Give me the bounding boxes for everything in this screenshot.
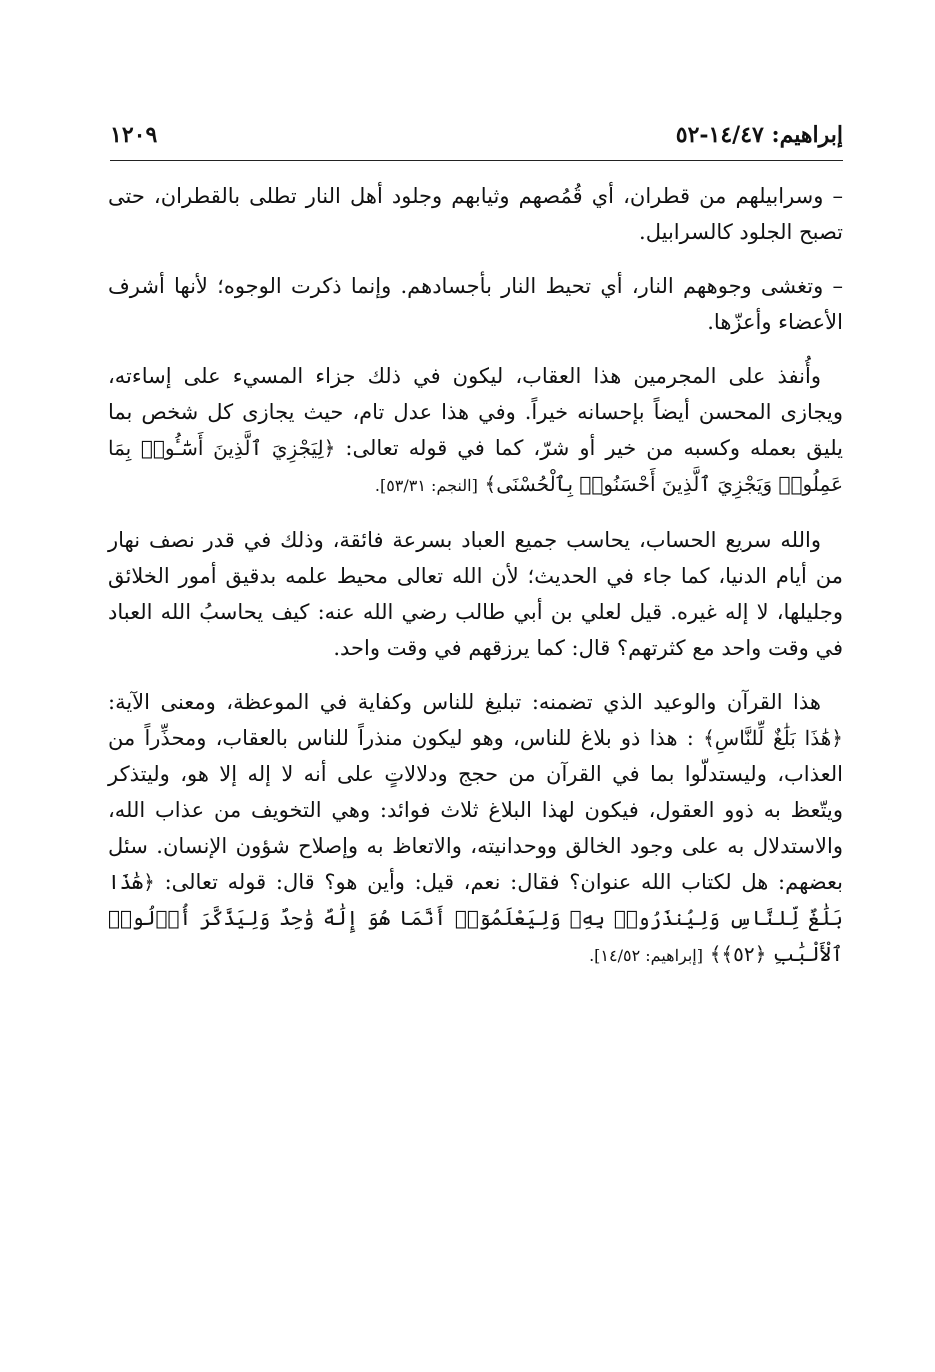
quran-verse: ﴿لِيَجْزِيَ ٱلَّذِينَ أَسَٰٓـُٔوا۟ بِمَا عَمِلُوا۟ وَيَجْزِيَ ٱلَّذِينَ أَحْسَنُوا۟ بِٱلْحُسْنَى﴾ [108,436,843,496]
paragraph-text: والله سريع الحساب، يحاسب جميع العباد بسرعة فائقة، وذلك في قدر نصف نهار من أيام الدنيا، كما جاء في الحديث؛ لأن الله تعالى محيط علمه بدقيق أمور الخلائق وجليلها، لا إله غيره. قيل لعلي بن أبي طالب رضي الله عنه: كيف يحاسبُ الله العباد في وقت واحد مع كثرتهم؟ قال: كما يرزقهم في وقت واحد. [108,528,843,660]
chapter-reference: إبراهيم: ١٤/٤٧-٥٢ [675,122,843,148]
page-body [108,178,843,992]
verse-citation: [النجم: ٥٣/٣١]. [374,476,478,495]
paragraph-text: – وتغشى وجوههم النار، أي تحيط النار بأجسادهم. وإنما ذكرت الوجوه؛ لأنها أشرف الأعضاء وأعزّها. [108,274,843,334]
paragraph-balagh [108,684,843,974]
paragraph-text: هذا القرآن والوعيد الذي تضمنه: تبليغ للناس وكفاية في الموعظة، ومعنى الآية: [108,690,821,714]
paragraph-text: وأُنفذ على المجرمين هذا العقاب، ليكون في ذلك جزاء المسيء على إساءته، ويجازى المحسن أيضاً بإحسانه خيراً. وفي هذا عدل تام، حيث يجازى كل شخص بما يليق بعمله وكسبه من خير أو شرّ، كما في قوله تعالى: [108,364,843,460]
page-header [110,118,843,162]
page-number: ١٢٠٩ [110,122,158,148]
paragraph-text-continued: : هذا ذو بلاغ للناس، وهو ليكون منذراً للناس بالعقاب، ومحذِّراً من العذاب، وليستدلّوا بما في القرآن من حجج ودلالاتٍ على أنه لا إله إلا هو، وليتذكر ويتّعظ به ذوو العقول، فيكون لهذا البلاغ ثلاث فوائد: وهي التخويف من عذاب الله، والاستدلال به على وجود الخالق ووحدانيته، والاتعاظ به وإصلاح شؤون الإنسان. سئل بعضهم: هل لكتاب الله عنوان؟ فقال: نعم، قيل: وأين هو؟ قال: قوله تعالى: [108,726,843,894]
paragraph-text: – وسرابيلهم من قطران، أي قُمُصهم وثيابهم وجلود أهل النار تطلى بالقطران، حتى تصبح الجلود كالسرابيل. [108,184,843,244]
paragraph-taghsha [108,268,843,340]
paragraph-sarabil [108,178,843,250]
paragraph-jaza [108,358,843,504]
header-rule [110,160,843,161]
paragraph-hisab [108,522,843,666]
quran-verse: ﴿هَٰذَا بَلَٰغٌ لِّلنَّاسِ﴾ [703,726,843,750]
verse-citation: [إبراهيم: ١٤/٥٢]. [589,946,703,965]
quran-verse-full: ﴿هَٰذَا بَلَٰغٌ لِّلنَّاسِ وَلِيُنذَرُوا۟ بِهِۦ وَلِيَعْلَمُوٓا۟ أَنَّمَا هُوَ إِلَٰهٌ وَٰحِدٌ وَلِيَذَّكَّرَ أُو۟لُوا۟ ٱلْأَلْبَٰبِ ﴿٥٢﴾﴾ [108,870,843,966]
